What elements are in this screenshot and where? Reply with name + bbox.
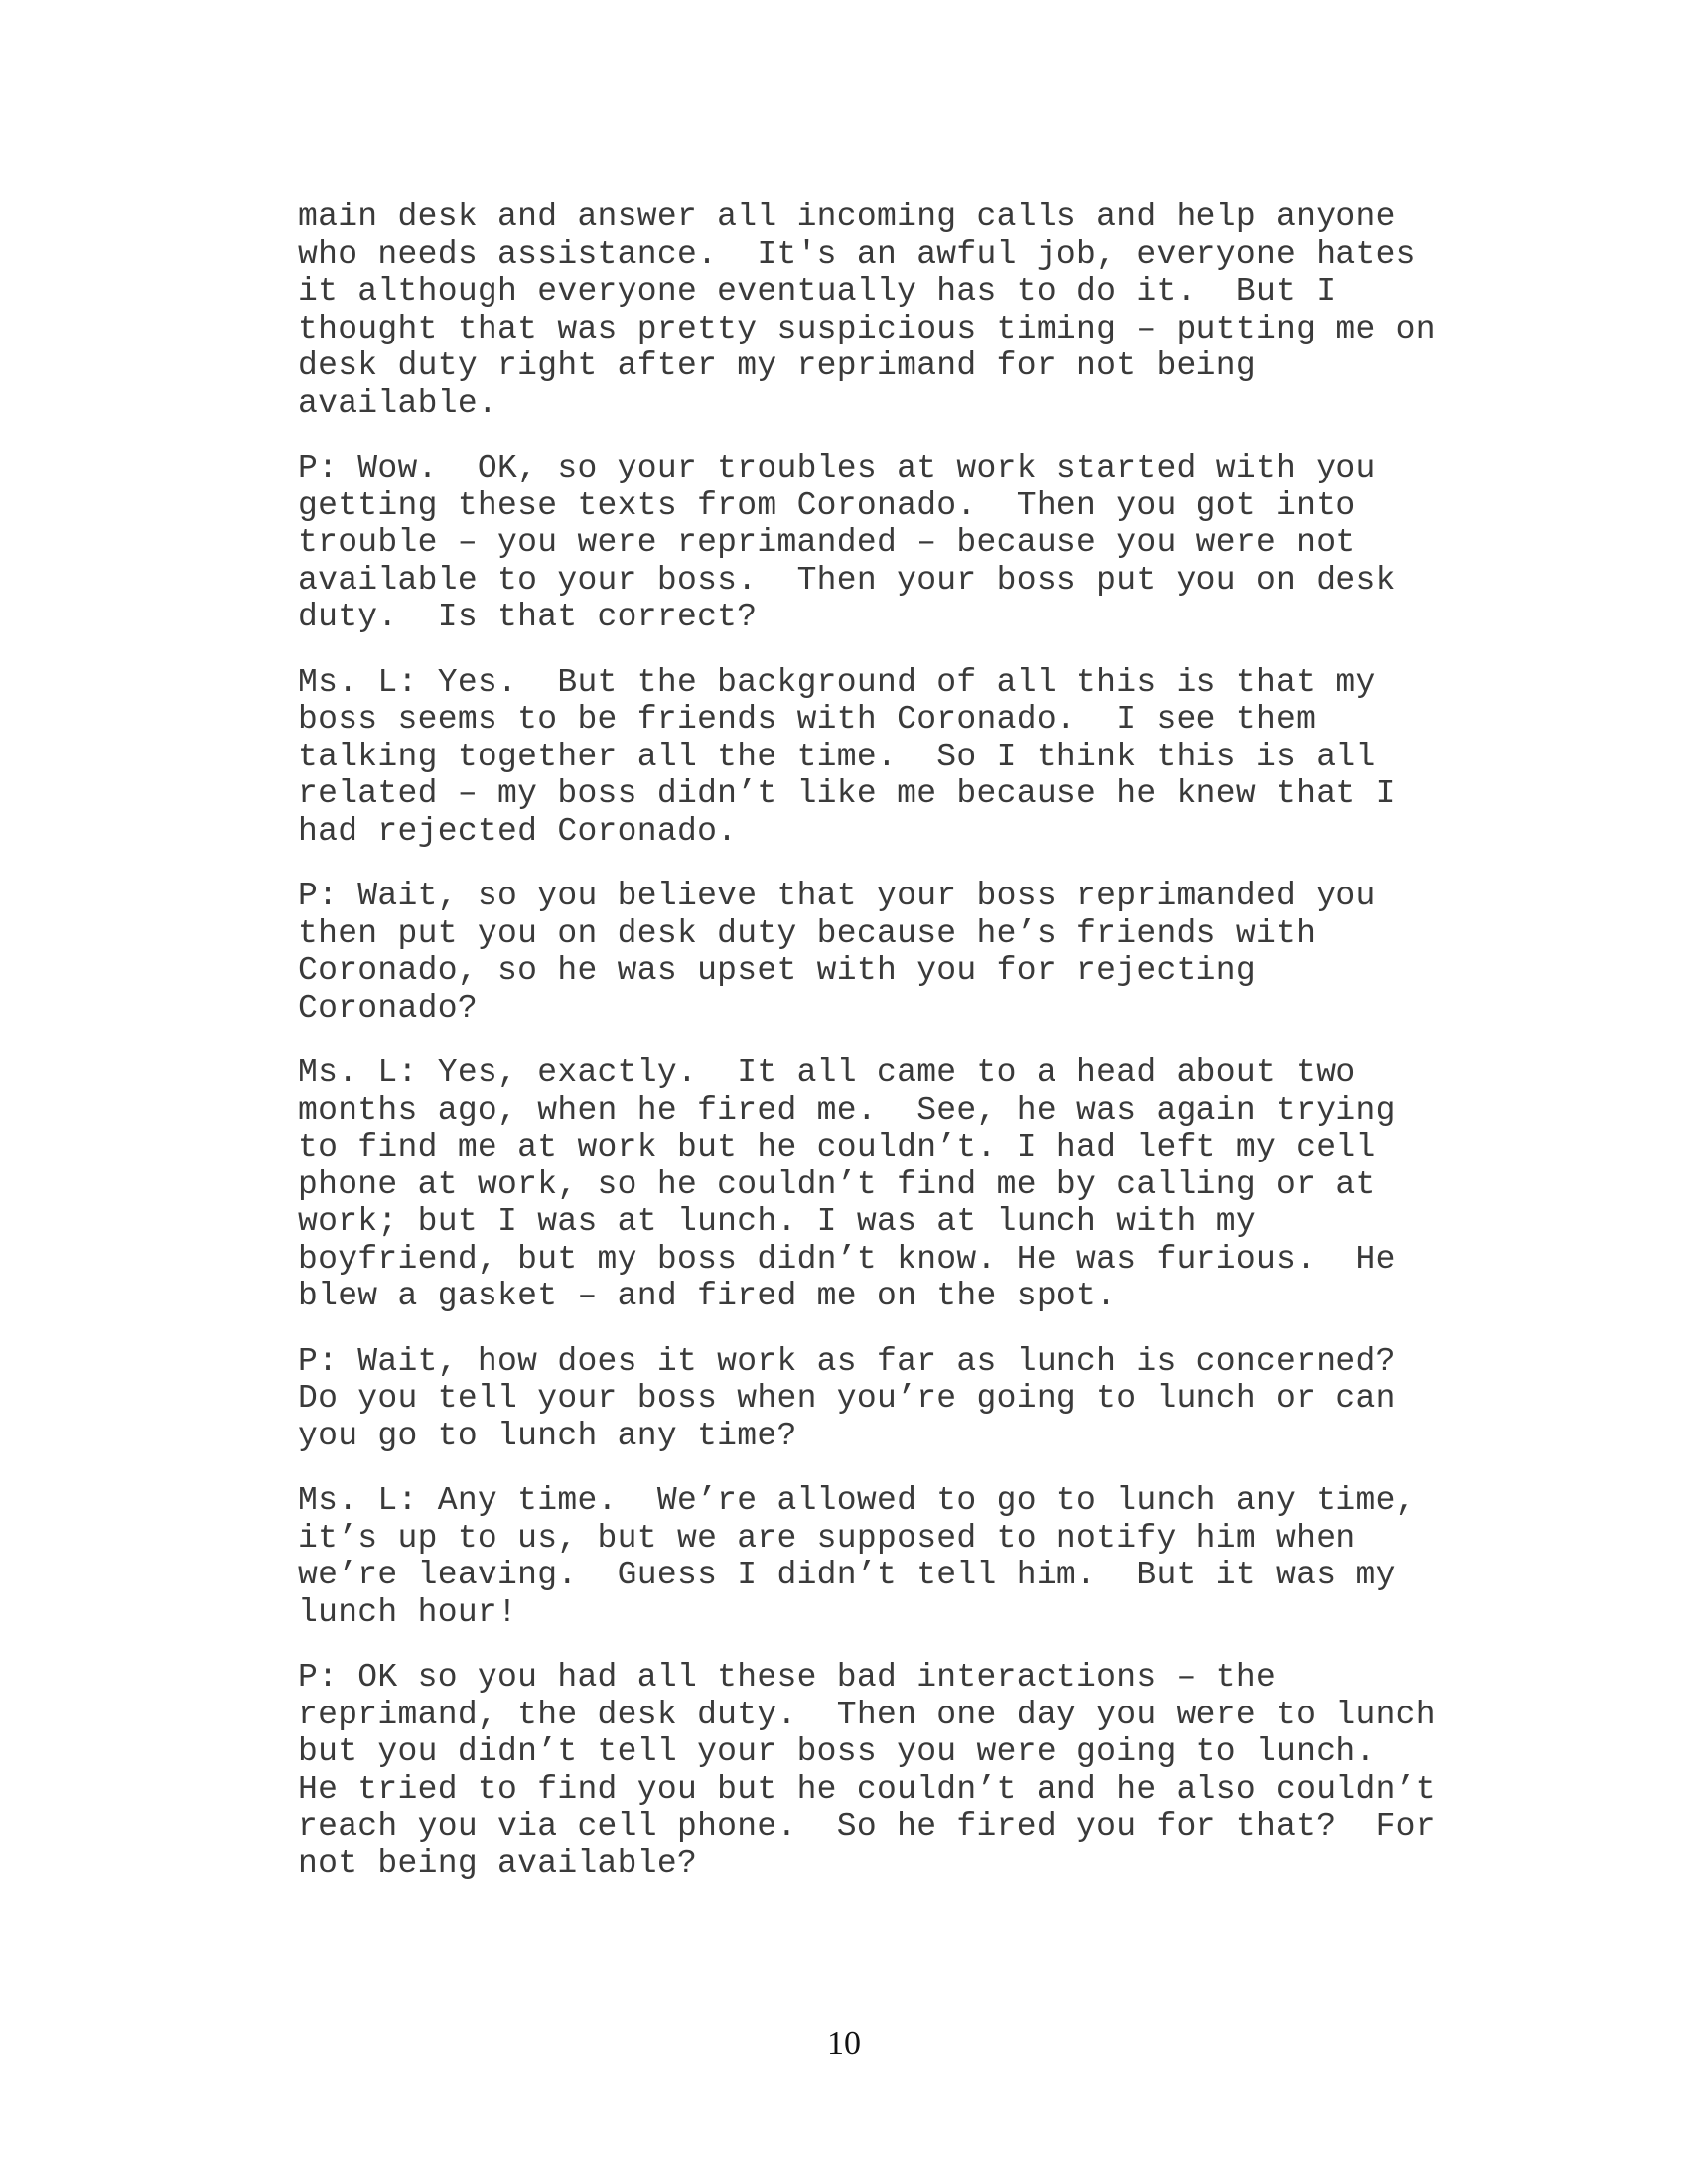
page-number: 10: [827, 2025, 861, 2062]
text-line: lunch hour!: [298, 1593, 518, 1631]
paragraph-ms-l-lunch-answer: [298, 1482, 1440, 1631]
text-line: Coronado, so he was upset with you for rejecting: [298, 952, 1256, 989]
text-line: to find me at work but he couldn’t. I had left my cell: [298, 1129, 1376, 1165]
text-line: we’re leaving. Guess I didn’t tell him. But it was my: [298, 1557, 1396, 1593]
text-line: you go to lunch any time?: [298, 1417, 797, 1454]
text-line: Do you tell your boss when you’re going to lunch or can: [298, 1380, 1396, 1417]
text-line: duty. Is that correct?: [298, 599, 758, 635]
text-line: months ago, when he fired me. See, he was again trying: [298, 1091, 1396, 1129]
text-line: P: Wait, so you believe that your boss reprimanded you: [298, 878, 1376, 914]
text-line: phone at work, so he couldn’t find me by calling or at: [298, 1165, 1376, 1203]
text-line: P: Wow. OK, so your troubles at work started with you: [298, 450, 1376, 486]
text-line: reprimand, the desk duty. Then one day you were to lunch: [298, 1696, 1436, 1733]
text-line: not being available?: [298, 1844, 698, 1882]
text-line: trouble – you were reprimanded – because you were not: [298, 524, 1356, 561]
text-line: thought that was pretty suspicious timing – putting me on: [298, 310, 1436, 347]
text-line: desk duty right after my reprimand for not being: [298, 347, 1256, 384]
text-line: who needs assistance. It's an awful job, everyone hates: [298, 235, 1416, 273]
paragraph-desk-duty-continued: [298, 199, 1440, 422]
paragraph-ms-l-fired: [298, 1054, 1440, 1315]
text-line: blew a gasket – and fired me on the spot.: [298, 1278, 1117, 1314]
text-line: He tried to find you but he couldn’t and he also couldn’t: [298, 1770, 1436, 1808]
text-line: but you didn’t tell your boss you were going to lunch.: [298, 1733, 1376, 1770]
text-line: then put you on desk duty because he’s friends with: [298, 914, 1317, 952]
paragraph-p-final-summary: [298, 1659, 1440, 1882]
paragraph-ms-l-background: [298, 664, 1440, 851]
text-line: Ms. L: Yes. But the background of all this is that my: [298, 663, 1376, 701]
paragraph-p-lunch-question: [298, 1343, 1440, 1455]
text-line: Coronado?: [298, 989, 478, 1026]
text-line: it’s up to us, but we are supposed to notify him when: [298, 1519, 1356, 1557]
text-line: boyfriend, but my boss didn’t know. He was furious. He: [298, 1240, 1396, 1278]
text-line: it although everyone eventually has to do it. But I: [298, 273, 1336, 310]
transcript-body: [298, 199, 1440, 1910]
text-line: boss seems to be friends with Coronado. I see them: [298, 701, 1317, 738]
text-line: talking together all the time. So I think this is all: [298, 738, 1376, 775]
text-line: Ms. L: Yes, exactly. It all came to a head about two: [298, 1054, 1356, 1091]
text-line: available.: [298, 384, 498, 422]
text-line: P: OK so you had all these bad interactions – the: [298, 1659, 1277, 1696]
text-line: P: Wait, how does it work as far as lunch is concerned?: [298, 1342, 1396, 1380]
text-line: work; but I was at lunch. I was at lunch with my: [298, 1203, 1256, 1240]
text-line: related – my boss didn’t like me because he knew that I: [298, 775, 1396, 812]
text-line: getting these texts from Coronado. Then you got into: [298, 486, 1356, 524]
text-line: had rejected Coronado.: [298, 812, 738, 850]
text-line: main desk and answer all incoming calls and help anyone: [298, 199, 1396, 235]
paragraph-p-clarify: [298, 878, 1440, 1026]
paragraph-p-summary: [298, 450, 1440, 636]
text-line: Ms. L: Any time. We’re allowed to go to lunch any time,: [298, 1482, 1416, 1519]
text-line: reach you via cell phone. So he fired you for that? For: [298, 1808, 1436, 1844]
text-line: available to your boss. Then your boss put you on desk: [298, 561, 1396, 599]
